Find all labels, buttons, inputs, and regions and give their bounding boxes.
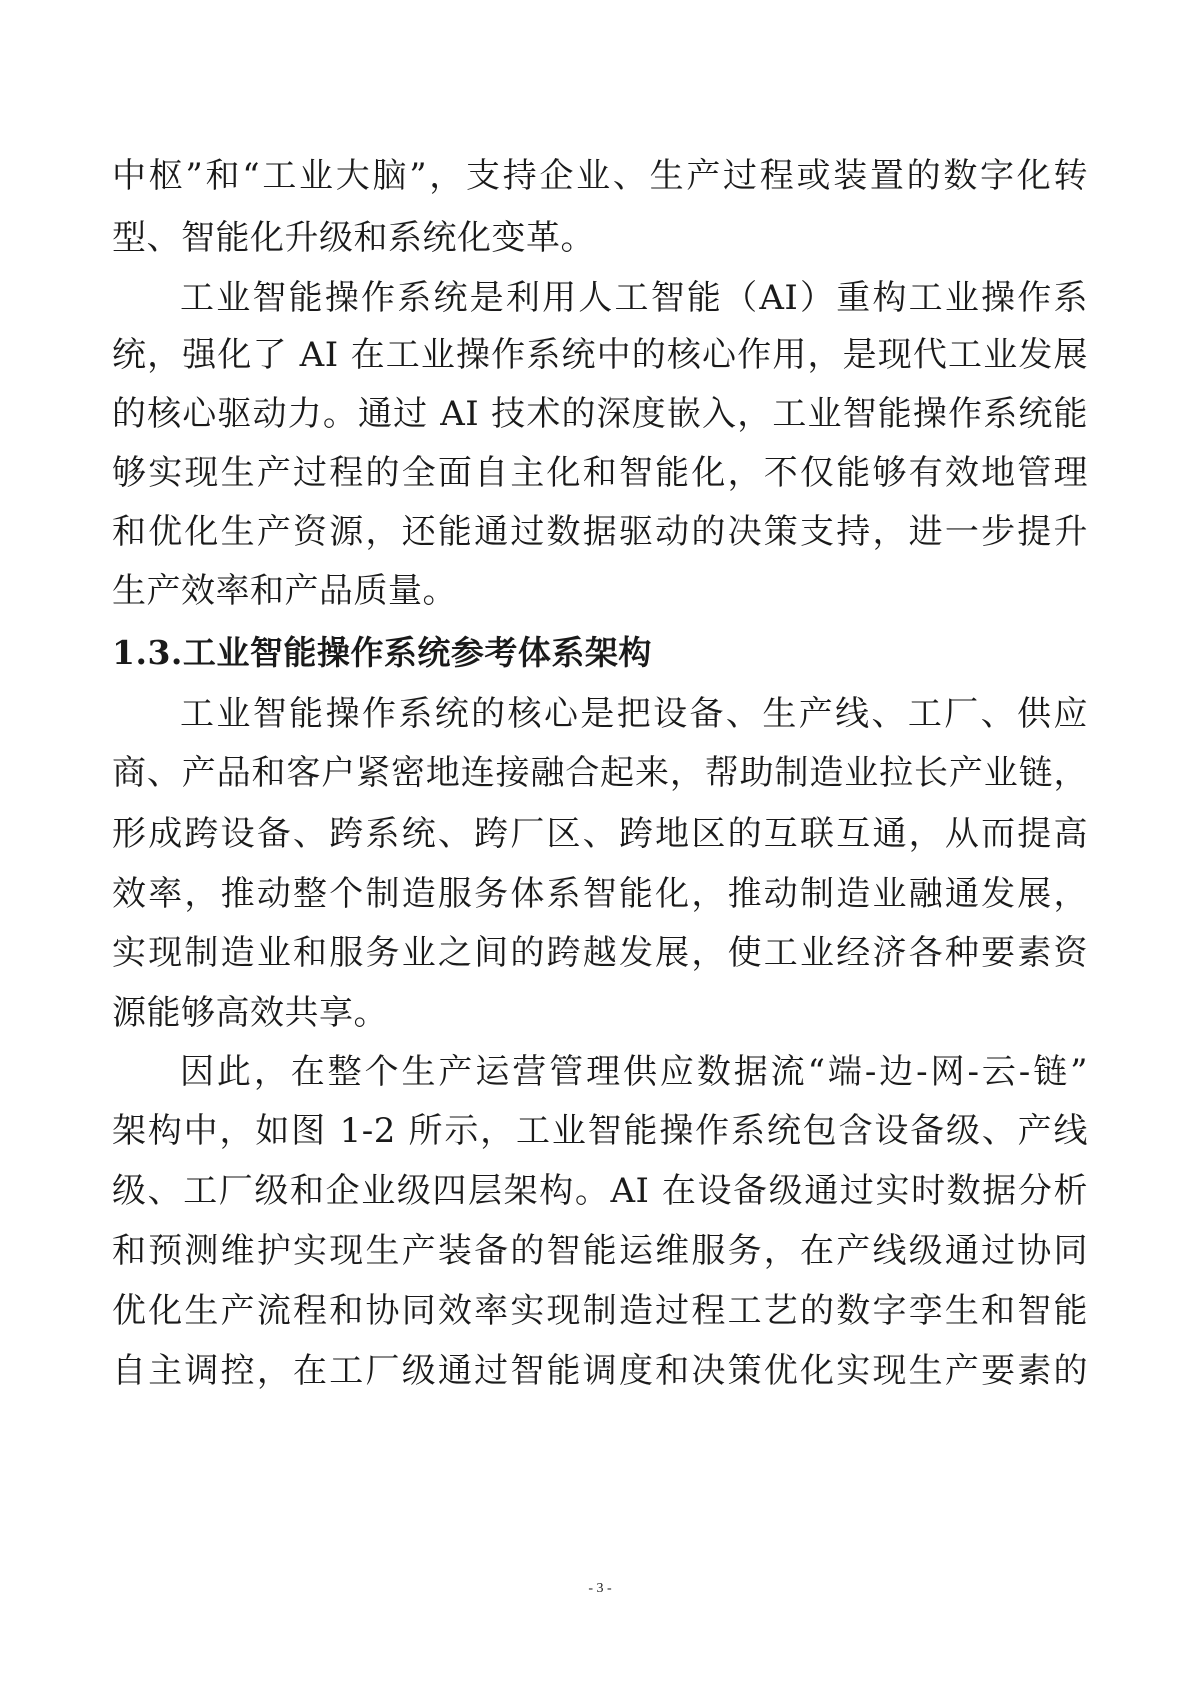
- paragraph-3-line-5: 实现制造业和服务业之间的跨越发展，使工业经济各种要素资: [112, 933, 1088, 973]
- paragraph-3-line-6: 源能够高效共享。: [112, 993, 388, 1033]
- paragraph-4-line-3: 级、工厂级和企业级四层架构。AI 在设备级通过实时数据分析: [112, 1171, 1088, 1211]
- paragraph-2-line-2: 统，强化了 AI 在工业操作系统中的核心作用，是现代工业发展: [112, 335, 1088, 375]
- paragraph-4-line-1: 因此，在整个生产运营管理供应数据流“端-边-网-云-链”: [180, 1052, 1088, 1092]
- page-number: - 3 -: [588, 1581, 612, 1596]
- paragraph-4-line-6: 自主调控，在工厂级通过智能调度和决策优化实现生产要素的: [112, 1351, 1088, 1391]
- paragraph-4-line-5: 优化生产流程和协同效率实现制造过程工艺的数字孪生和智能: [112, 1291, 1088, 1331]
- paragraph-2-line-4: 够实现生产过程的全面自主化和智能化，不仅能够有效地管理: [112, 453, 1088, 493]
- paragraph-2-line-5: 和优化生产资源，还能通过数据驱动的决策支持，进一步提升: [112, 512, 1088, 552]
- paragraph-4-line-2: 架构中，如图 1-2 所示，工业智能操作系统包含设备级、产线: [112, 1111, 1088, 1151]
- section-heading: 1.3.工业智能操作系统参考体系架构: [112, 633, 652, 672]
- paragraph-2-line-3: 的核心驱动力。通过 AI 技术的深度嵌入，工业智能操作系统能: [112, 394, 1088, 434]
- paragraph-1-line-1: 中枢”和“工业大脑”，支持企业、生产过程或装置的数字化转: [112, 156, 1088, 196]
- paragraph-3-line-4: 效率，推动整个制造服务体系智能化，推动制造业融通发展，: [112, 874, 1088, 914]
- paragraph-3-line-3: 形成跨设备、跨系统、跨厂区、跨地区的互联互通，从而提高: [112, 814, 1088, 854]
- paragraph-4-line-4: 和预测维护实现生产装备的智能运维服务，在产线级通过协同: [112, 1231, 1088, 1271]
- paragraph-3-line-2: 商、产品和客户紧密地连接融合起来，帮助制造业拉长产业链，: [112, 753, 1088, 793]
- paragraph-1-line-2: 型、智能化升级和系统化变革。: [112, 218, 595, 258]
- paragraph-3-line-1: 工业智能操作系统的核心是把设备、生产线、工厂、供应: [180, 694, 1088, 734]
- paragraph-2-line-1: 工业智能操作系统是利用人工智能（AI）重构工业操作系: [180, 278, 1088, 318]
- paragraph-2-line-6: 生产效率和产品质量。: [112, 571, 457, 611]
